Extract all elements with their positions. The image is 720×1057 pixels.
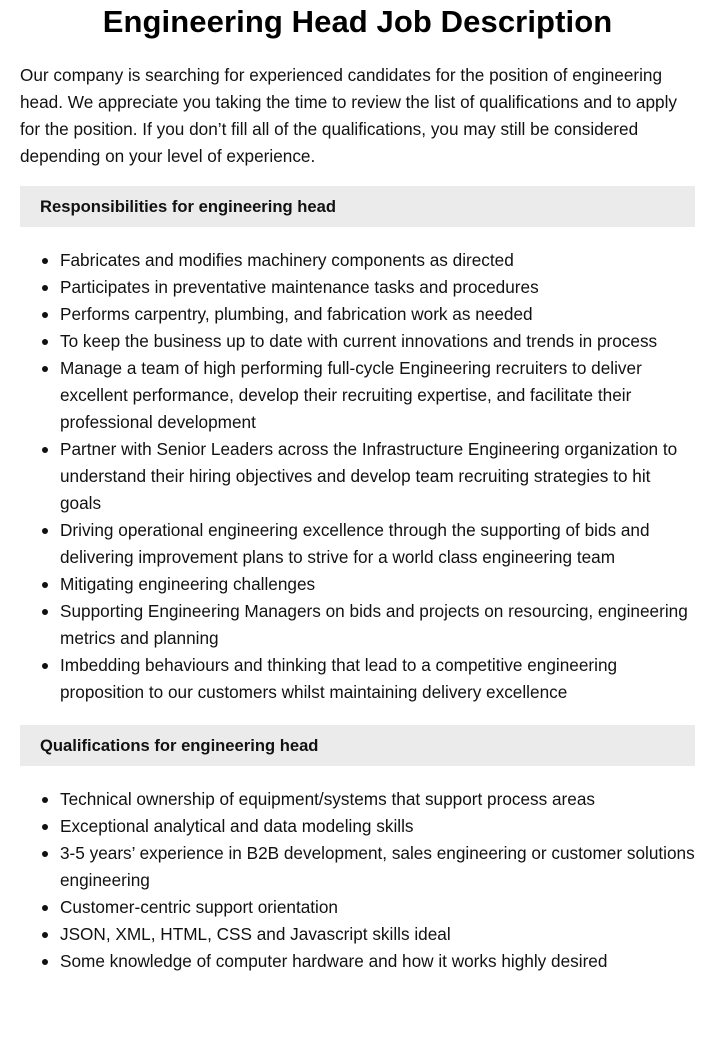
list-item-text: Driving operational engineering excellence through the supporting of bids and delivering improvement plans to strive for a world class engineering team: [60, 520, 650, 567]
list-item: [20, 786, 695, 813]
list-item-text: Exceptional analytical and data modeling skills: [60, 816, 414, 836]
list-item-text: To keep the business up to date with current innovations and trends in process: [60, 331, 658, 351]
bullet-icon: [42, 339, 48, 345]
list-item-text: Participates in preventative maintenance tasks and procedures: [60, 277, 539, 297]
responsibilities-heading: Responsibilities for engineering head: [20, 186, 695, 227]
bullet-icon: [42, 258, 48, 264]
list-item: [20, 652, 695, 706]
list-item: [20, 840, 695, 894]
bullet-icon: [42, 959, 48, 965]
list-item: [20, 921, 695, 948]
list-item: [20, 301, 695, 328]
list-item: [20, 328, 695, 355]
list-item-text: JSON, XML, HTML, CSS and Javascript skills ideal: [60, 924, 451, 944]
qualifications-heading: Qualifications for engineering head: [20, 725, 695, 766]
list-item-text: Fabricates and modifies machinery components as directed: [60, 250, 514, 270]
page-title: Engineering Head Job Description: [102, 4, 613, 39]
list-item-text: Mitigating engineering challenges: [60, 574, 316, 594]
list-item: [20, 247, 695, 274]
list-item: [20, 355, 695, 436]
list-item-text: Customer-centric support orientation: [60, 897, 338, 917]
list-item: [20, 598, 695, 652]
responsibilities-list: [20, 247, 695, 706]
list-item-text: Supporting Engineering Managers on bids and projects on resourcing, engineering metrics and planning: [60, 601, 688, 648]
list-item-text: Imbedding behaviours and thinking that lead to a competitive engineering proposition to our customers whilst maintaining delivery excellence: [60, 655, 618, 702]
bullet-icon: [42, 905, 48, 911]
bullet-icon: [42, 366, 48, 372]
list-item: [20, 274, 695, 301]
bullet-icon: [42, 312, 48, 318]
list-item: [20, 894, 695, 921]
bullet-icon: [42, 932, 48, 938]
bullet-icon: [42, 447, 48, 453]
list-item-text: Partner with Senior Leaders across the Infrastructure Engineering organization to understand their hiring objectives and develop team recruiting strategies to hit goals: [60, 439, 678, 513]
bullet-icon: [42, 528, 48, 534]
list-item-text: Some knowledge of computer hardware and how it works highly desired: [60, 951, 608, 971]
list-item: [20, 436, 695, 517]
qualifications-list: [20, 786, 695, 975]
list-item: [20, 813, 695, 840]
list-item: [20, 948, 695, 975]
list-item-text: Technical ownership of equipment/systems that support process areas: [60, 789, 595, 809]
list-item-text: 3-5 years’ experience in B2B development, sales engineering or customer solutions engineering: [60, 843, 695, 890]
bullet-icon: [42, 609, 48, 615]
list-item-text: Manage a team of high performing full-cycle Engineering recruiters to deliver excellent performance, develop their recruiting expertise, and facilitate their professional development: [60, 358, 642, 432]
list-item: [20, 517, 695, 571]
bullet-icon: [42, 285, 48, 291]
bullet-icon: [42, 824, 48, 830]
list-item-text: Performs carpentry, plumbing, and fabrication work as needed: [60, 304, 533, 324]
bullet-icon: [42, 663, 48, 669]
list-item: [20, 571, 695, 598]
intro-paragraph: Our company is searching for experienced candidates for the position of engineering head. We appreciate you taking the time to review the list of qualifications and to apply for the position. If you don’t fill all of the qualifications, you may still be considered depending on your level of experience.: [20, 65, 678, 166]
bullet-icon: [42, 582, 48, 588]
bullet-icon: [42, 797, 48, 803]
bullet-icon: [42, 851, 48, 857]
